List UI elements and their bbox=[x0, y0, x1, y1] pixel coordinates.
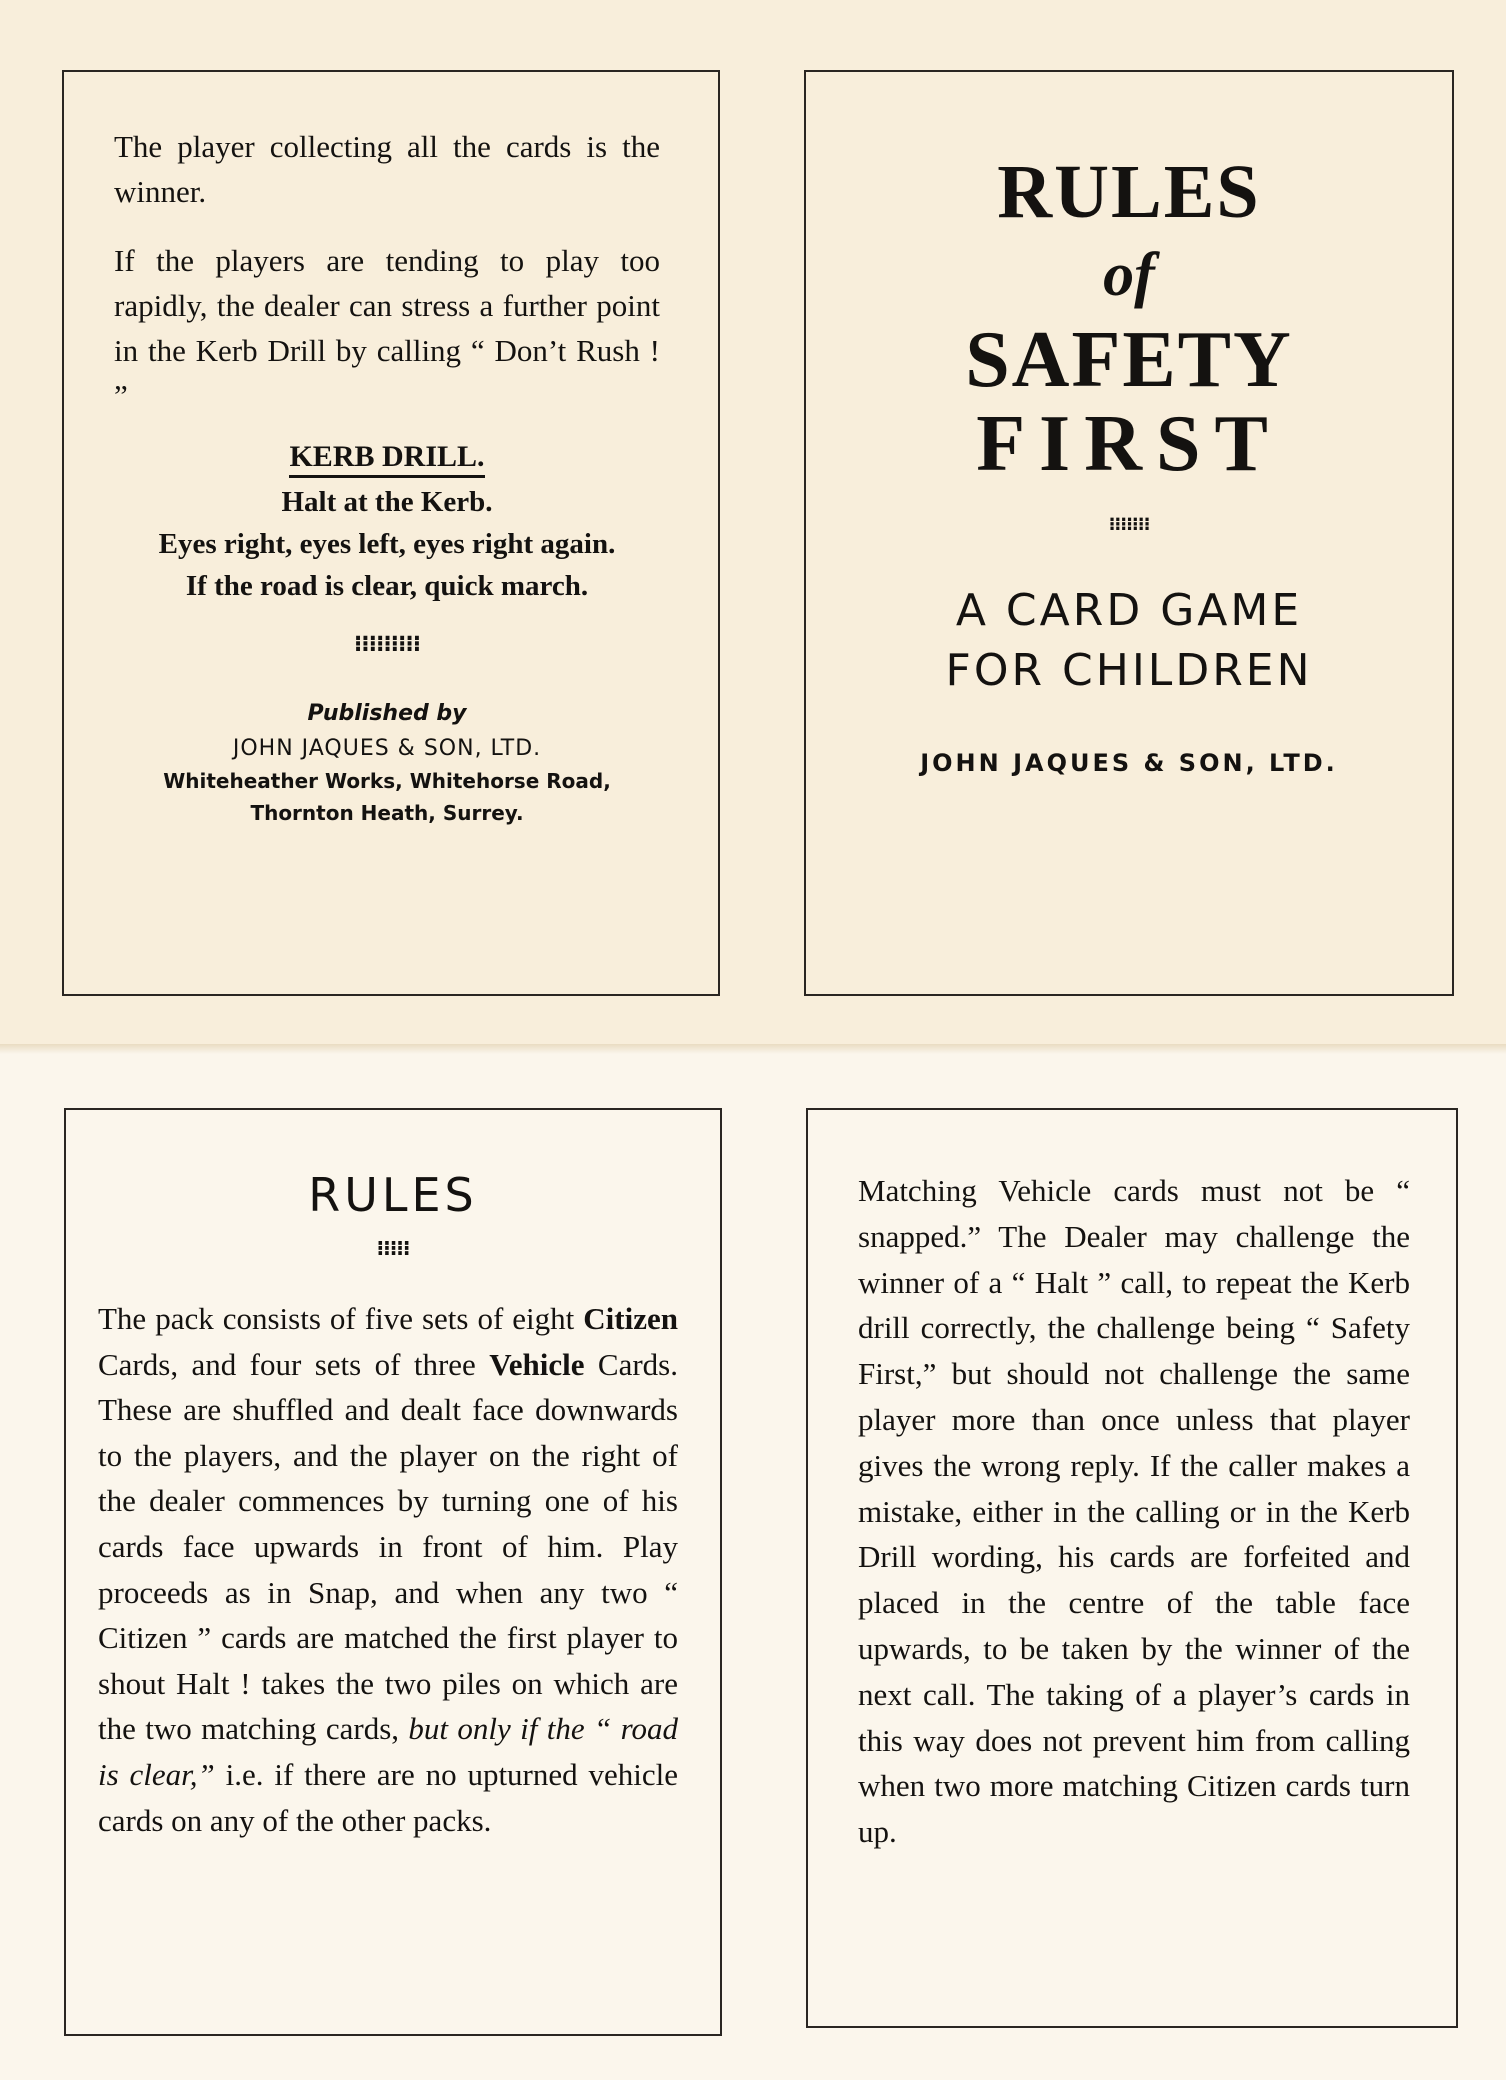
kerb-drill-title-text: KERB DRILL. bbox=[289, 440, 484, 478]
cover-title-rules: RULES bbox=[997, 150, 1261, 234]
rules-heading: RULES bbox=[308, 1168, 478, 1222]
rules-paragraph bbox=[98, 1296, 678, 1843]
rules-continued-paragraph: Matching Vehicle cards must not be “ snapped.” The Dealer may challenge the winner of a “ Halt ” call, to repeat the Kerb drill correctly, the challenge being “ Safety First,” but should not challenge the same player more than once unless that player gives the wrong reply. If the caller makes a mistake, either in the calling or in the Kerb Drill wording, his cards are forfeited and placed in the centre of the table face upwards, to be taken by the winner of the next call. The taking of a player’s cards in this way does not prevent him from calling when two more matching Citizen cards turn up. bbox=[858, 1173, 1410, 1850]
fold-line bbox=[0, 1044, 1506, 1054]
panel-rules bbox=[64, 1108, 722, 2036]
ornament-dots: ⁝⁝⁝⁝⁝⁝⁝⁝⁝ bbox=[353, 632, 421, 657]
cover-subtitle-line-2: FOR CHILDREN bbox=[945, 645, 1313, 696]
kerb-drill-line-3: If the road is clear, quick march. bbox=[185, 570, 589, 602]
cover-title-first: FIRST bbox=[976, 400, 1282, 488]
cover-title-safety: SAFETY bbox=[965, 316, 1293, 404]
kerb-drill-title bbox=[114, 440, 660, 474]
publisher-address-line-2: Thornton Heath, Surrey. bbox=[250, 801, 524, 825]
dont-rush-paragraph: If the players are tending to play too rapidly, the dealer can stress a further point in the Kerb Drill by calling “ Don’t Rush ! ” bbox=[114, 243, 660, 413]
publisher-name: JOHN JAQUES & SON, LTD. bbox=[232, 736, 542, 761]
cover-title-of: of bbox=[1103, 241, 1155, 309]
publisher-address-line-1: Whiteheather Works, Whitehorse Road, bbox=[163, 769, 611, 793]
panel-back-page bbox=[62, 70, 720, 996]
cover-maker: JOHN JAQUES & SON, LTD. bbox=[920, 749, 1338, 777]
cover-ornament-dots: ⁝⁝⁝⁝⁝⁝⁝ bbox=[1108, 514, 1150, 535]
rules-text-part-3: Cards, and four sets of three bbox=[98, 1346, 490, 1382]
rules-text-part-5: Cards. These are shuffled and dealt face downwards to the players, and the player on the right of the dealer commences by turning one of his cards face upwards in front of him. Play proceeds as in Snap, and when any two “ Citizen ” cards are matched the first player to shout Halt ! takes the two piles on which are the two matching cards, bbox=[98, 1346, 678, 1747]
rules-text-part-7: i.e. if there are no upturned vehicle cards on any of the other packs. bbox=[98, 1756, 678, 1838]
rules-ornament-dots: ⁝⁝⁝⁝⁝ bbox=[376, 1236, 410, 1260]
panel-cover bbox=[804, 70, 1454, 996]
winner-paragraph: The player collecting all the cards is the winner. bbox=[114, 129, 660, 209]
panel-rules-continued bbox=[806, 1108, 1458, 2028]
cover-subtitle-line-1: A CARD GAME bbox=[955, 585, 1303, 636]
rules-text-citizen: Citizen bbox=[583, 1301, 678, 1336]
published-by-label: Published by bbox=[307, 701, 467, 726]
kerb-drill-line-2: Eyes right, eyes left, eyes right again. bbox=[158, 528, 616, 560]
rules-text-road-clear: but only if the “ road is clear,” bbox=[98, 1711, 678, 1792]
kerb-drill-line-1: Halt at the Kerb. bbox=[281, 486, 493, 518]
rules-text-part-1: The pack consists of five sets of eight bbox=[98, 1301, 584, 1336]
rules-text-vehicle: Vehicle bbox=[489, 1346, 585, 1382]
